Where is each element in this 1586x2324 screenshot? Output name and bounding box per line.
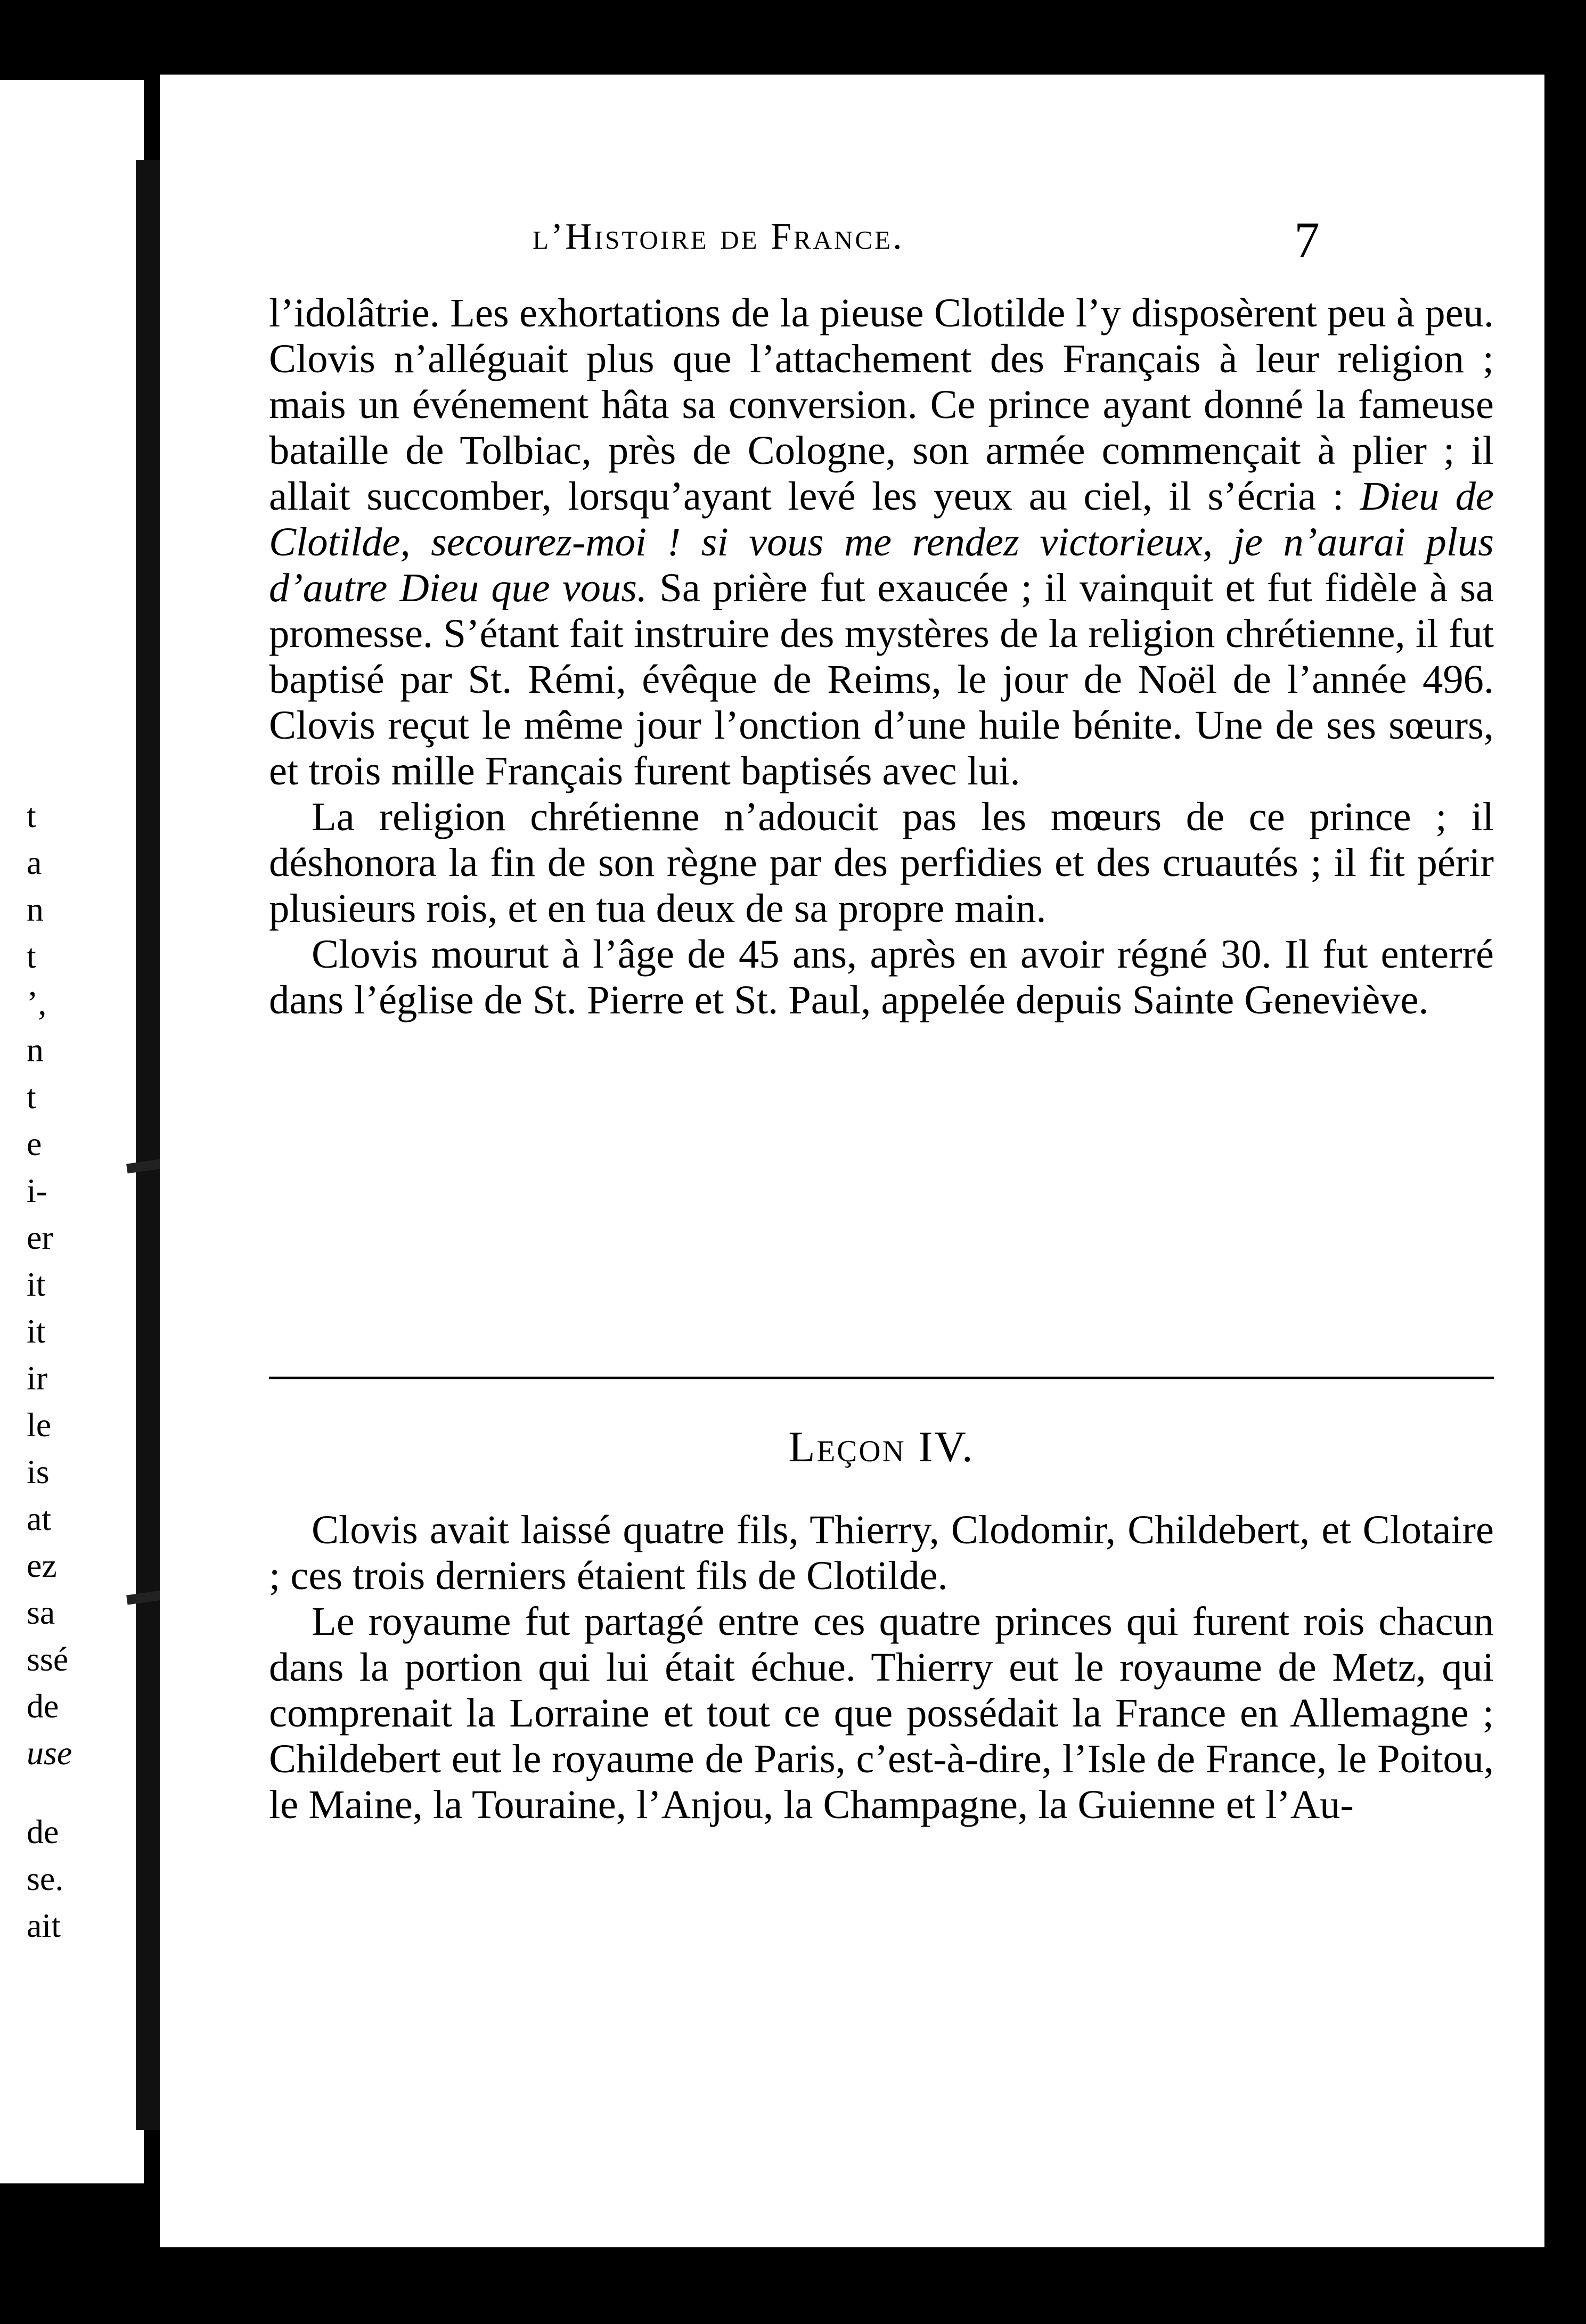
facing-page-fragment: is — [27, 1453, 50, 1491]
facing-page-strip — [0, 80, 144, 2183]
paragraph-text: Sa prière fut exaucée ; il vainquit et fut fidèle à sa promesse. S’étant fait instruire des mystères de la religion chrétienne, il fut baptisé par St. Rémi, évêque de Reims, le jour de Noël de l’année 496. Clovis reçut le même jour l’onction d’une huile bénite. Une de ses sœurs, et trois mille Français furent baptisés avec lui. — [269, 565, 1494, 793]
facing-page-fragment: n — [27, 1031, 44, 1069]
paragraph: Clovis mourut à l’âge de 45 ans, après en avoir régné 30. Il fut enterré dans l’église de St. Pierre et St. Paul, appelée depuis Sainte Geneviève. — [269, 931, 1494, 1022]
paragraph-text: l’idolâtrie. Les exhortations de la pieuse Clotilde l’y disposèrent peu à peu. Clovis n’alléguait plus que l’attachement des Français à leur religion ; mais un événement hâta sa conversion. Ce prince ayant donné la fameuse bataille de Tolbiac, près de Cologne, son armée commençait à plier ; il allait succomber, lorsqu’ayant levé les yeux au ciel, il s’écria : — [269, 290, 1494, 519]
lesson-4-text — [269, 1507, 1494, 1828]
quoted-prayer: Dieu de Clotilde, secourez-moi ! si vous me rendez victorieux, je n’aurai plus d’autre Dieu que vous. — [269, 473, 1494, 610]
facing-page-fragment: it — [27, 1265, 46, 1303]
facing-page-fragment: t — [27, 797, 36, 834]
facing-page-fragment: ssé — [27, 1640, 69, 1678]
facing-page-fragment: t — [27, 1078, 36, 1116]
facing-page-fragment: it — [27, 1312, 46, 1350]
facing-page-fragment: e — [27, 1125, 42, 1163]
facing-page-fragment: le — [27, 1406, 52, 1444]
facing-page-fragment: use — [27, 1734, 72, 1772]
book-page — [160, 75, 1544, 2247]
paragraph: Le royaume fut partagé entre ces quatre princes qui furent rois chacun dans la portion qui lui était échue. Thierry eut le royaume de Metz, qui comprenait la Lorraine et tout ce que possédait la France en Allemagne ; Childebert eut le royaume de Paris, c’est-à-dire, l’Isle de France, le Poitou, le Maine, la Touraine, l’Anjou, la Champagne, la Guienne et l’Au- — [269, 1599, 1494, 1827]
facing-page-text-fragments — [27, 80, 144, 2183]
facing-page-fragment: sa — [27, 1593, 55, 1631]
facing-page-fragment: at — [27, 1500, 52, 1537]
page-header — [160, 211, 1544, 280]
running-title: l’Histoire de France. — [533, 216, 904, 257]
facing-page-fragment: de — [27, 1813, 59, 1851]
facing-page-fragment: ’, — [27, 984, 47, 1022]
facing-page-fragment: er — [27, 1218, 53, 1256]
facing-page-fragment: de — [27, 1687, 59, 1725]
paragraph: La religion chrétienne n’adoucit pas les mœurs de ce prince ; il déshonora la fin de son règne par des perfidies et des cruautés ; il fit périr plusieurs rois, et en tua deux de sa propre main. — [269, 794, 1494, 931]
facing-page-fragment: t — [27, 937, 36, 975]
paragraph: Clovis avait laissé quatre fils, Thierry, Clodomir, Childebert, et Clotaire ; ces trois derniers étaient fils de Clotilde. — [269, 1507, 1494, 1598]
facing-page-fragment: a — [27, 844, 42, 881]
facing-page-fragment: ez — [27, 1546, 57, 1584]
facing-page-fragment: se. — [27, 1860, 64, 1897]
facing-page-fragment: ait — [27, 1906, 61, 1944]
section-divider — [269, 1377, 1494, 1379]
facing-page-fragment: ir — [27, 1359, 48, 1397]
facing-page-fragment: i- — [27, 1172, 48, 1209]
lesson-heading: Leçon IV. — [788, 1422, 975, 1471]
binding-gutter — [136, 160, 160, 2130]
lesson-3-text — [269, 290, 1494, 1023]
paragraph — [269, 290, 1494, 794]
facing-page-fragment: n — [27, 890, 44, 928]
page-number: 7 — [1294, 211, 1320, 268]
